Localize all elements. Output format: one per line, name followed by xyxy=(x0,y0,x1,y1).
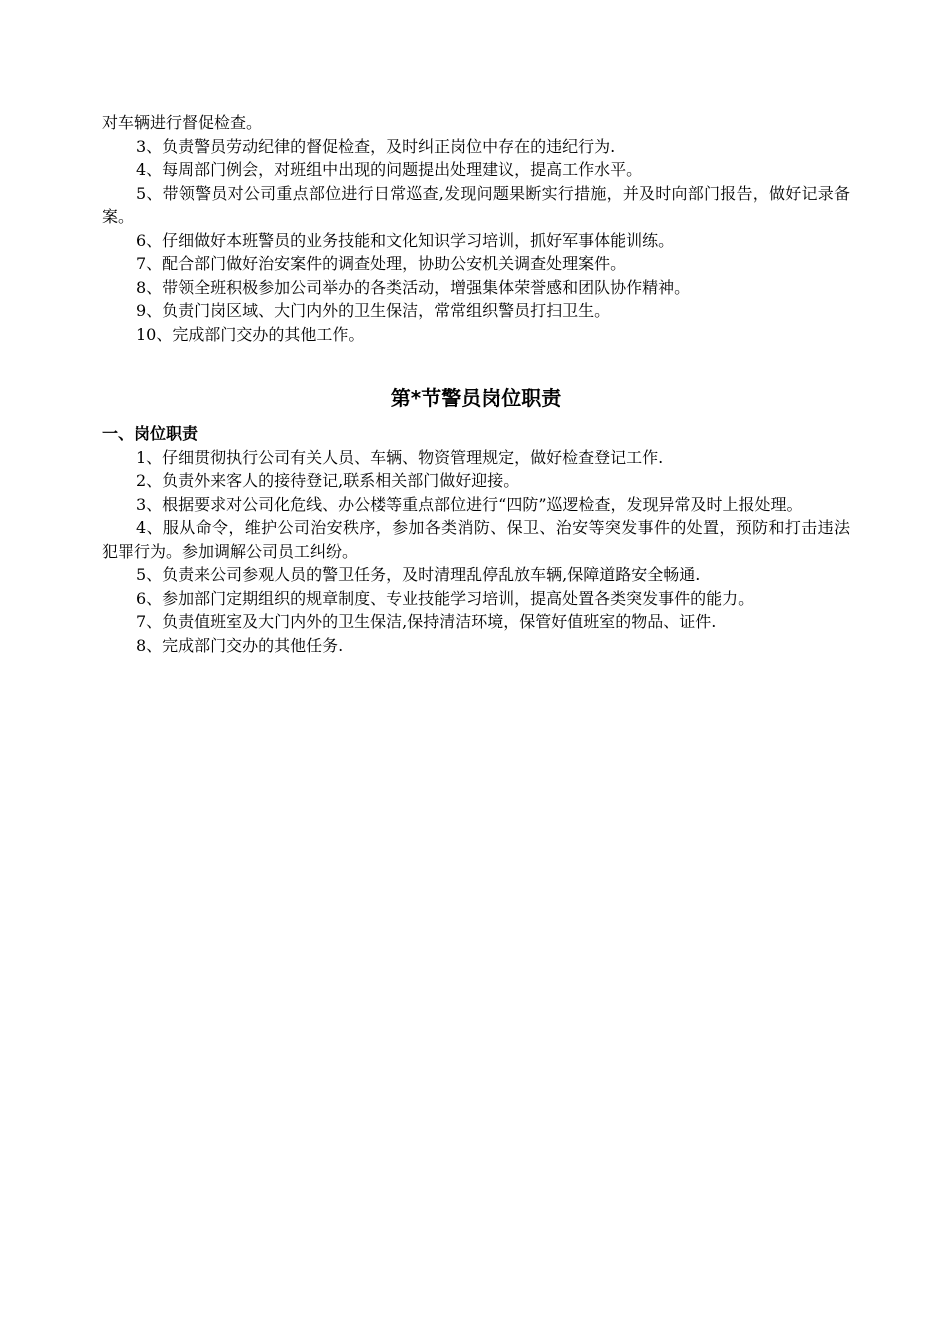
list-item: 6、仔细做好本班警员的业务技能和文化知识学习培训，抓好军事体能训练。 xyxy=(136,230,675,250)
list-item: 8、完成部门交办的其他任务. xyxy=(136,635,344,655)
list-item: 1、仔细贯彻执行公司有关人员、车辆、物资管理规定，做好检查登记工作. xyxy=(136,447,664,467)
list-item: 3、负责警员劳动纪律的督促检查，及时纠正岗位中存在的违纪行为. xyxy=(136,136,616,156)
continuation-text: 对车辆进行督促检查。 xyxy=(102,113,263,132)
duty-list-a xyxy=(102,135,850,347)
list-item: 4、服从命令，维护公司治安秩序，参加各类消防、保卫、治安等突发事件的处置，预防和打击违法犯罪行为。参加调解公司员工纠纷。 xyxy=(102,518,850,561)
list-item: 7、配合部门做好治安案件的调查处理，协助公安机关调查处理案件。 xyxy=(136,254,627,273)
list-item: 5、带领警员对公司重点部位进行日常巡查,发现问题果断实行措施，并及时向部门报告，做好记录备案。 xyxy=(102,183,850,226)
list-item: 6、参加部门定期组织的规章制度、专业技能学习培训，提高处置各类突发事件的能力。 xyxy=(136,588,755,608)
list-item: 7、负责值班室及大门内外的卫生保洁,保持清洁环境，保管好值班室的物品、证件. xyxy=(136,612,717,631)
list-item: 4、每周部门例会，对班组中出现的问题提出处理建议，提高工作水平。 xyxy=(136,160,643,179)
list-item: 3、根据要求对公司化危线、办公楼等重点部位进行“四防”巡逻检查，发现异常及时上报处理。 xyxy=(136,494,803,514)
list-item: 9、负责门岗区域、大门内外的卫生保洁，常常组织警员打扫卫生。 xyxy=(136,301,611,320)
document-body xyxy=(102,111,850,657)
section-title: 第*节警员岗位职责 xyxy=(390,386,562,410)
subheading: 一、岗位职责 xyxy=(102,424,199,443)
list-item: 10、完成部门交办的其他工作。 xyxy=(136,324,365,344)
list-item: 2、负责外来客人的接待登记,联系相关部门做好迎接。 xyxy=(136,471,520,490)
list-item: 8、带领全班积极参加公司举办的各类活动，增强集体荣誉感和团队协作精神。 xyxy=(136,277,691,297)
duty-list-b xyxy=(102,446,850,658)
list-item: 5、负责来公司参观人员的警卫任务，及时清理乱停乱放车辆,保障道路安全畅通. xyxy=(136,565,701,584)
